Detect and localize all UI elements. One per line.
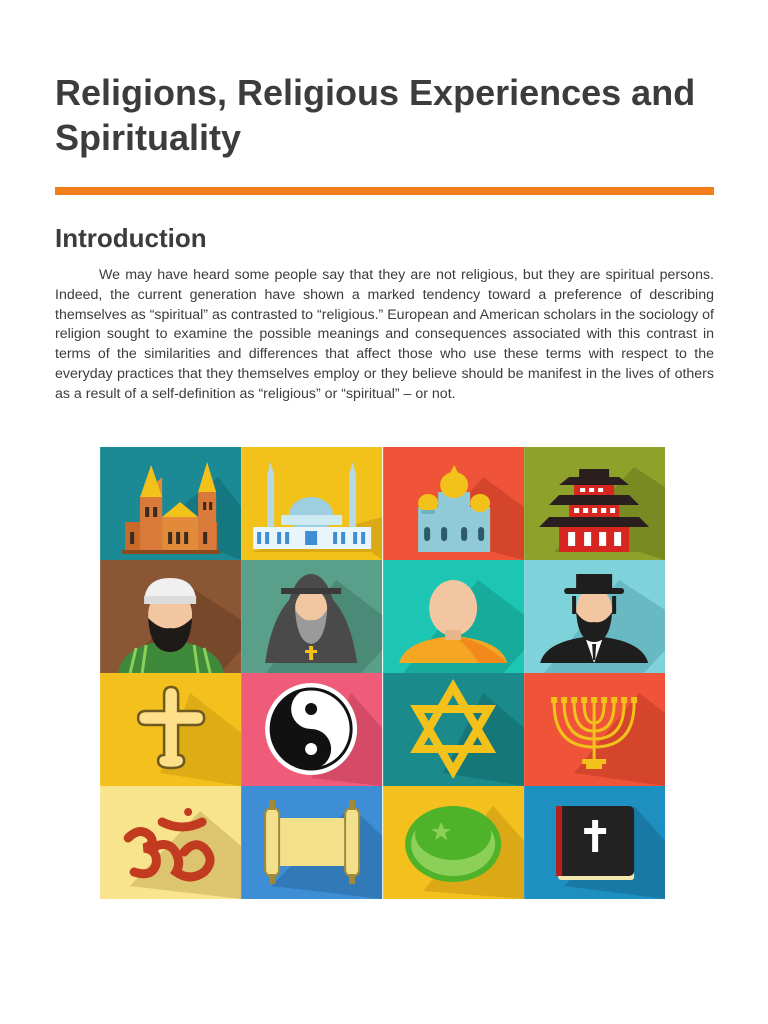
orthodox-church-icon (383, 447, 524, 560)
intro-paragraph: We may have heard some people say that they are not religious, but they are spiritual persons. Indeed, the current generation have shown a marked tendency toward a preference of describing themselves as “spiritual” as contrasted to “religious.” European and American scholars in the sociology of religion sought to examine the possible meanings and consequences associated with this contrast in terms of the similarities and differences that affect those who use these terms with respect to the everyday practices that they themselves employ or they believe should be manifest in the lives of others as a result of a self-definition as “religious” or “spiritual” – or not. (55, 267, 714, 402)
jewish-man-icon (524, 560, 665, 673)
tile-torah-scroll (241, 786, 382, 899)
torah-scroll-icon (241, 786, 382, 899)
title-divider (55, 187, 714, 195)
section-heading: Introduction (55, 223, 207, 253)
tile-bible (524, 786, 665, 899)
christian-cross-icon (100, 673, 241, 786)
tile-mosque (241, 447, 382, 560)
tile-christian-cross (100, 673, 241, 786)
star-of-david-icon (383, 673, 524, 786)
tile-orthodox-church (383, 447, 524, 560)
orthodox-priest-icon (241, 560, 382, 673)
religion-icons-mosaic (100, 447, 665, 899)
menorah-icon (524, 673, 665, 786)
bible-icon (524, 786, 665, 899)
pagoda-icon (524, 447, 665, 560)
om-icon (100, 786, 241, 899)
tile-muslim-man (100, 560, 241, 673)
cathedral-icon (100, 447, 241, 560)
crescent-star-icon (383, 786, 524, 899)
tile-menorah (524, 673, 665, 786)
tile-orthodox-priest (241, 560, 382, 673)
mosque-icon (241, 447, 382, 560)
muslim-man-icon (100, 560, 241, 673)
tile-yin-yang (241, 673, 382, 786)
tile-buddhist-monk (383, 560, 524, 673)
yin-yang-icon (241, 673, 382, 786)
tile-om (100, 786, 241, 899)
buddhist-monk-icon (383, 560, 524, 673)
page-title: Religions, Religious Experiences and Spirituality (55, 72, 696, 158)
tile-pagoda (524, 447, 665, 560)
tile-crescent-star (383, 786, 524, 899)
tile-star-of-david (383, 673, 524, 786)
tile-cathedral (100, 447, 241, 560)
tile-jewish-man (524, 560, 665, 673)
